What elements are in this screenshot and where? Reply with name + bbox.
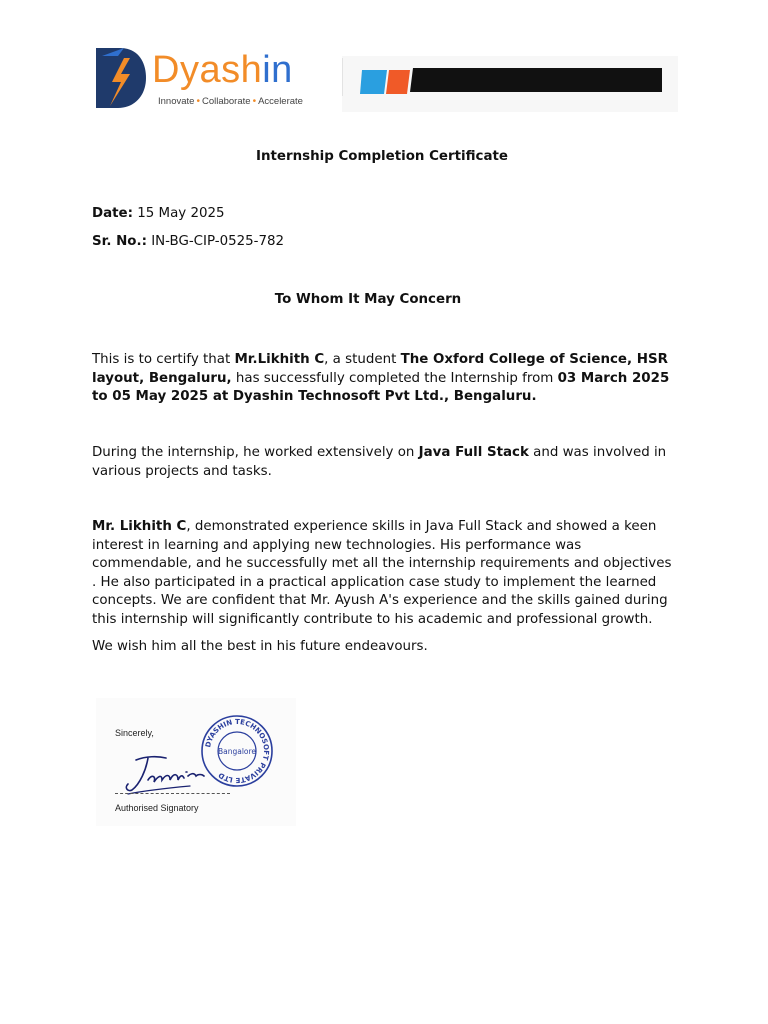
tagline-accelerate: Accelerate [258, 96, 303, 107]
work-paragraph [92, 444, 672, 481]
svg-text:Bangalore: Bangalore [217, 747, 257, 756]
company-seal-icon [200, 714, 274, 788]
student-name: Mr.Likhith C [234, 352, 325, 367]
para1-text-3: has successfully completed the Internship from [231, 370, 558, 386]
header-decorative-bar [342, 56, 678, 112]
tech-stack: Java Full Stack [418, 445, 529, 460]
tagline-innovate: Innovate [158, 96, 195, 107]
logo-tagline [158, 96, 303, 108]
authorised-signatory-label: Authorised Signatory [115, 803, 199, 813]
para2-text-2: and was involved in various projects and tasks. [92, 445, 667, 479]
logo-wordmark [152, 48, 293, 92]
internship-period: 03 March 2025 to 05 May 2025 at Dyashin Technosoft Pvt Ltd., Bengaluru [92, 370, 670, 405]
student-name-2: Mr. Likhith C [92, 519, 187, 534]
serial-line [92, 233, 672, 252]
para1-period: . [531, 389, 537, 405]
company-logo [94, 44, 314, 112]
tagline-dot: • [196, 96, 200, 107]
date-value: 15 May 2025 [133, 206, 225, 221]
tagline-collaborate: Collaborate [201, 96, 251, 107]
para2-text-1: During the internship, he worked extensively on [92, 445, 419, 460]
date-line [92, 205, 672, 224]
bar-black-segment [410, 68, 662, 92]
bar-blue-segment [360, 70, 387, 94]
serial-value: IN-BG-CIP-0525-782 [146, 234, 285, 249]
tagline-dot: • [252, 96, 257, 107]
bar-orange-segment [386, 70, 410, 94]
serial-label: Sr. No.: [92, 234, 147, 249]
dyashin-logo-mark-icon [94, 44, 148, 112]
para1-text-1: This is to certify that [92, 352, 235, 367]
certificate-title: Internship Completion Certificate [256, 149, 508, 164]
para3-text: , demonstrated experience skills in Java Full Stack and showed a keen interest in learning and applying new technologies. His performance was commendable, and he successfully met all the internship requirements and objectives . He also participated in a practical application case study to implement the learned concepts. We are confident that Mr. Ayush A's experience and the skills gained during this internship will significantly contribute to his academic and professional growth. [92, 519, 672, 627]
sincerely-text: Sincerely, [115, 728, 154, 738]
para1-text-2: , a student [324, 352, 401, 367]
signature-line [115, 793, 230, 794]
salutation: To Whom It May Concern [274, 292, 462, 307]
certification-paragraph [92, 351, 672, 407]
performance-paragraph [92, 518, 672, 630]
college-name: The Oxford College of Science, HSR layout, Bengaluru, [92, 352, 668, 386]
closing-wish: We wish him all the best in his future endeavours. [92, 639, 428, 654]
svg-text:DYASHIN TECHNOSOFT PRIVATE LTD: DYASHIN TECHNOSOFT PRIVATE LTD [204, 717, 271, 785]
logo-wordmark-dyash: Dyash [152, 49, 263, 91]
signature-block [96, 698, 296, 826]
logo-wordmark-in: in [262, 49, 293, 91]
date-label: Date: [92, 206, 133, 221]
